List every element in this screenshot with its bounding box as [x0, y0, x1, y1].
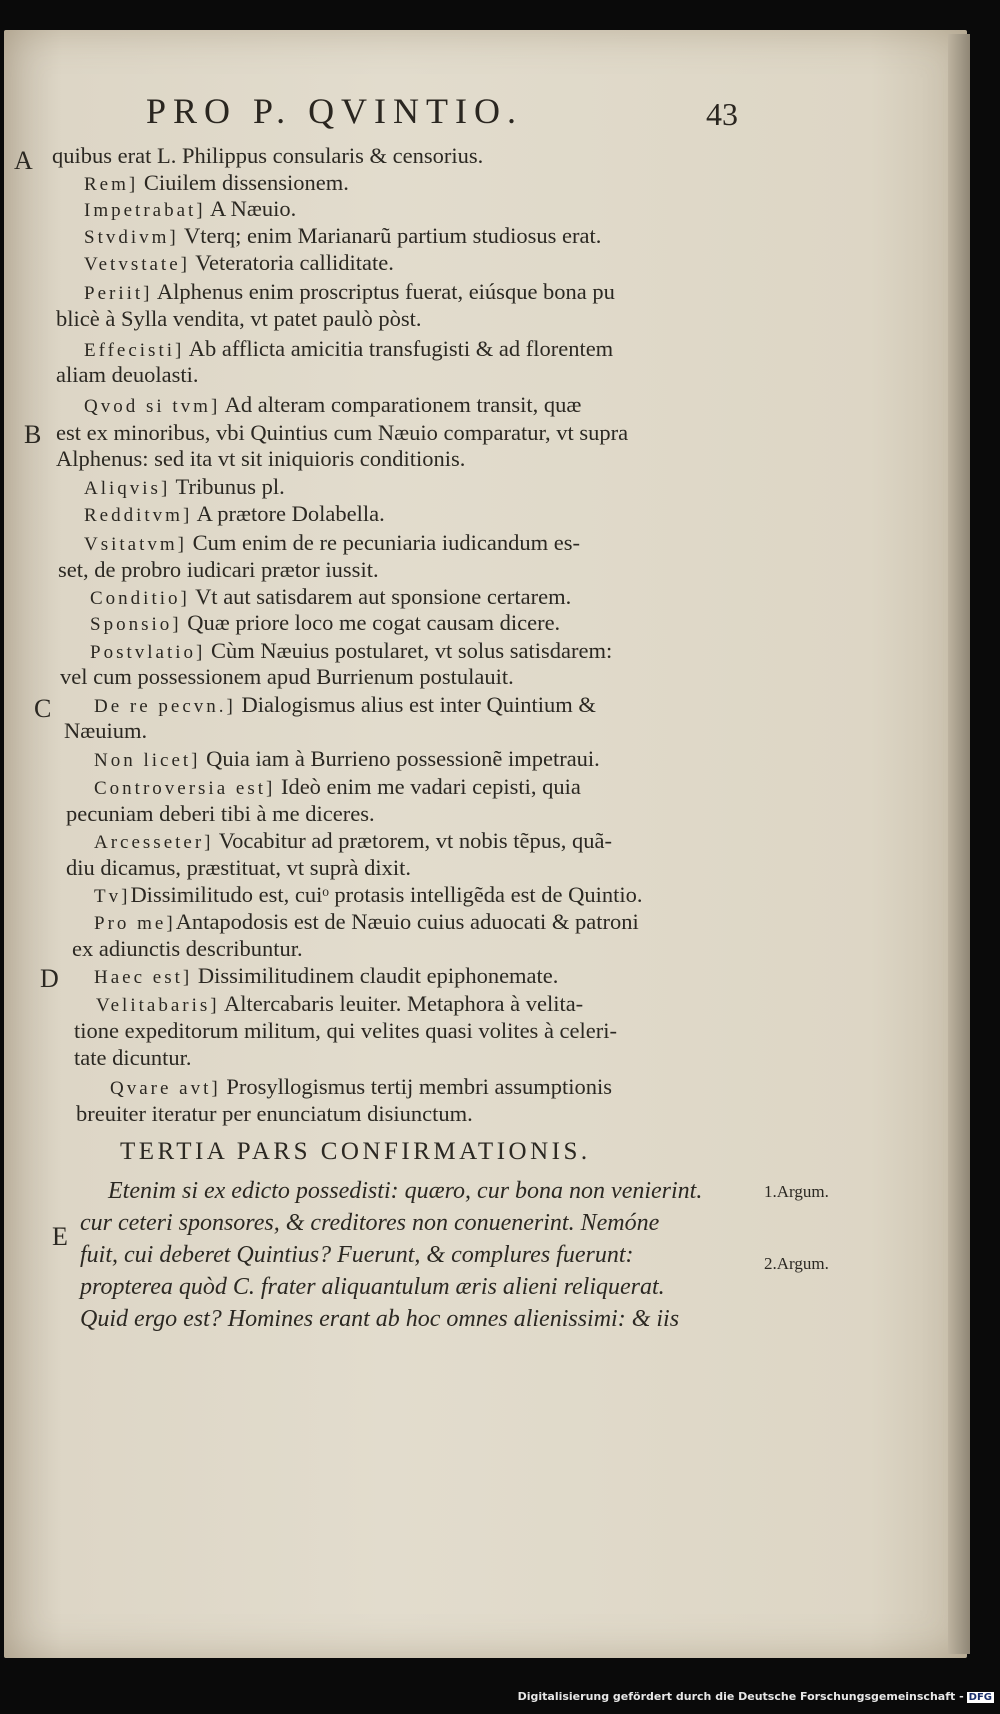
page-number: 43 [706, 96, 738, 132]
oration-line: fuit, cui deberet Quintius? Fuerunt, & complures fuerunt: [80, 1242, 634, 1268]
text-line: Qvare avt] Prosyllogismus tertij membri assumptionis [110, 1074, 612, 1099]
margin-note: 1.Argum. [764, 1182, 829, 1201]
text-line: aliam deuolasti. [56, 362, 199, 387]
text-line: Sponsio] Quæ priore loco me cogat causam dicere. [90, 610, 561, 635]
margin-letter-a: A [14, 146, 33, 175]
oration-line: cur ceteri sponsores, & creditores non conuenerint. Nemóne [80, 1210, 660, 1236]
text-line: De re pecvn.] Dialogismus alius est inter Quintium & [94, 692, 596, 717]
text-line: Stvdivm] Vterq; enim Marianarũ partium studiosus erat. [84, 223, 602, 248]
dfg-logo: DFG [968, 1692, 992, 1703]
text-line: tione expeditorum militum, qui velites quasi volites à celeri- [74, 1018, 617, 1043]
margin-letter-b: B [24, 420, 42, 449]
text-line: Tv]Dissimilitudo est, cuiᵒ protasis intelligẽda est de Quintio. [94, 882, 643, 907]
text-line: ex adiunctis describuntur. [72, 936, 303, 961]
text-line: Postvlatio] Cùm Næuius postularet, vt solus satisdarem: [90, 638, 613, 663]
text-line: Arcesseter] Vocabitur ad prætorem, vt nobis tẽpus, quã- [94, 828, 613, 853]
digitization-credit: Digitalisierung gefördert durch die Deutsche Forschungsgemeinschaft - DFG [517, 1690, 992, 1703]
margin-letter-c: C [34, 694, 52, 723]
text-line: Alphenus: sed ita vt sit iniquioris conditionis. [56, 446, 466, 471]
margin-note: 2.Argum. [764, 1254, 829, 1273]
running-head: PRO P. QVINTIO. [146, 91, 524, 131]
text-line: pecuniam deberi tibi à me diceres. [66, 801, 375, 826]
section-title: TERTIA PARS CONFIRMATIONIS. [120, 1138, 591, 1165]
margin-letter-d: D [40, 964, 59, 993]
text-line: Controversia est] Ideò enim me vadari cepisti, quia [94, 774, 581, 799]
text-line: Vetvstate] Veteratoria calliditate. [84, 250, 394, 275]
text-line: diu dicamus, præstituat, vt suprà dixit. [66, 855, 411, 880]
text-line: Aliqvis] Tribunus pl. [84, 474, 285, 499]
text-line: quibus erat L. Philippus consularis & censorius. [52, 143, 484, 168]
text-line: Redditvm] A prætore Dolabella. [84, 501, 385, 526]
text-line: Haec est] Dissimilitudinem claudit epiphonemate. [94, 963, 559, 988]
oration-line: Quid ergo est? Homines erant ab hoc omnes alienissimi: & iis [80, 1306, 680, 1332]
oration-line: Etenim si ex edicto possedisti: quæro, cur bona non venierint. [108, 1178, 703, 1204]
text-line: blicè à Sylla vendita, vt patet paulò pòst. [56, 306, 422, 331]
text-line: Periit] Alphenus enim proscriptus fuerat, eiúsque bona pu [84, 279, 615, 304]
text-line: set, de probro iudicari prætor iussit. [58, 557, 379, 582]
text-line: Impetrabat] A Næuio. [84, 196, 297, 221]
text-line: vel cum possessionem apud Burrienum postulauit. [60, 664, 514, 689]
margin-letter-e: E [52, 1222, 68, 1251]
text-line: Qvod si tvm] Ad alteram comparationem transit, quæ [84, 392, 582, 417]
oration-line: propterea quòd C. frater aliquantulum æris alieni reliquerat. [80, 1274, 665, 1300]
text-line: Non licet] Quia iam à Burrieno possessionẽ impetraui. [94, 746, 600, 771]
text-line: Rem] Ciuilem dissensionem. [84, 170, 349, 195]
text-line: Pro me]Antapodosis est de Næuio cuius aduocati & patroni [94, 909, 639, 934]
text-line: tate dicuntur. [74, 1045, 192, 1070]
text-line: breuiter iteratur per enunciatum disiunctum. [76, 1101, 473, 1126]
text-line: Vsitatvm] Cum enim de re pecuniaria iudicandum es- [84, 530, 580, 555]
text-line: Conditio] Vt aut satisdarem aut sponsione certarem. [90, 584, 572, 609]
text-line: Næuium. [64, 718, 148, 743]
text-line: Velitabaris] Altercabaris leuiter. Metaphora à velita- [96, 991, 584, 1016]
text-line: est ex minoribus, vbi Quintius cum Næuio comparatur, vt supra [56, 420, 629, 445]
text-line: Effecisti] Ab afflicta amicitia transfugisti & ad florentem [84, 336, 614, 361]
